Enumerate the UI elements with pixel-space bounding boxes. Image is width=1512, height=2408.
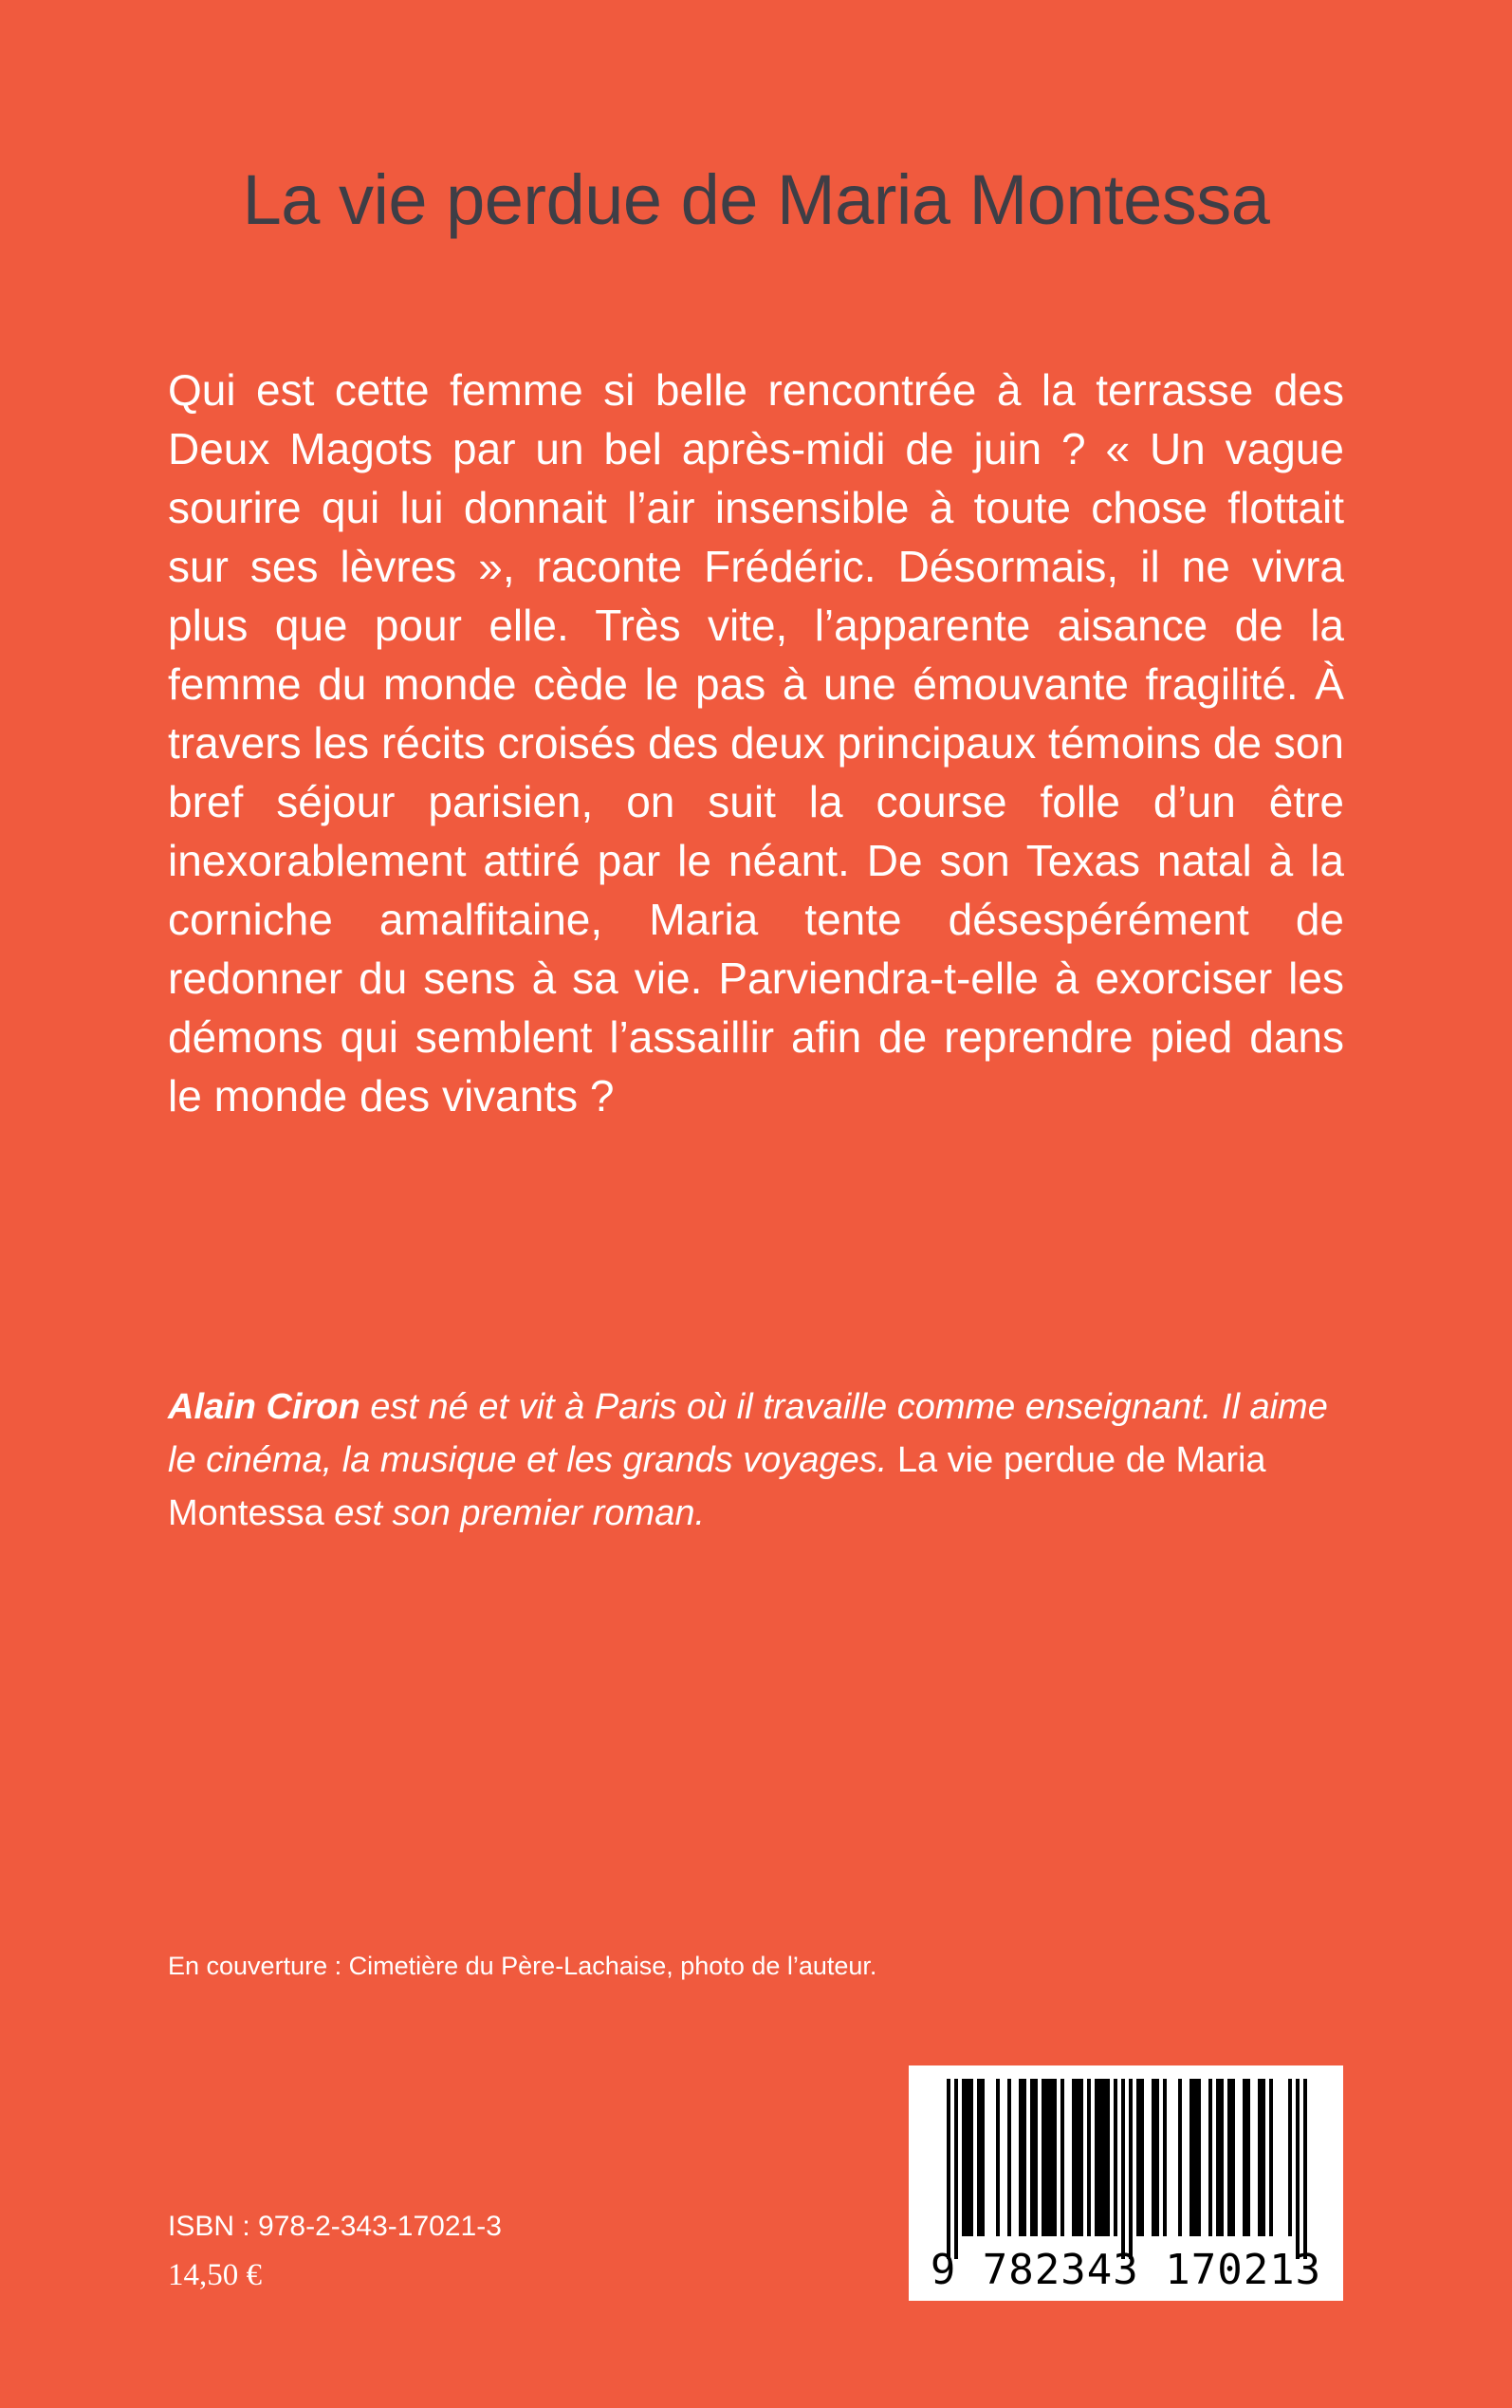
barcode-bar xyxy=(1106,2079,1110,2236)
barcode-bar xyxy=(1079,2079,1083,2236)
barcode-bar xyxy=(1034,2079,1038,2236)
barcode-bar xyxy=(966,2079,969,2236)
barcode-bar xyxy=(1243,2079,1246,2236)
author-bio xyxy=(168,1380,1344,1540)
barcode-bar xyxy=(1007,2079,1011,2236)
barcode-bar xyxy=(981,2079,985,2236)
barcode-bar xyxy=(954,2079,958,2259)
author-name: Alain Ciron xyxy=(168,1387,360,1427)
barcode-bar xyxy=(1030,2079,1034,2236)
book-price: 14,50 € xyxy=(168,2258,262,2292)
barcode-bar xyxy=(1114,2079,1117,2236)
barcode-bar xyxy=(1053,2079,1057,2236)
barcode-bar xyxy=(977,2079,981,2236)
barcode-bar xyxy=(1019,2079,1023,2236)
barcode-bar xyxy=(1197,2079,1201,2236)
barcode-bar xyxy=(1152,2079,1155,2236)
barcode-bar xyxy=(1076,2079,1079,2236)
barcode-bar xyxy=(1269,2079,1273,2236)
barcode-bar xyxy=(1060,2079,1064,2236)
barcode-bar xyxy=(1262,2079,1265,2236)
barcode-bar xyxy=(1049,2079,1053,2236)
barcode-digits: 9 782343 170213 xyxy=(930,2246,1322,2294)
barcode-bar xyxy=(1023,2079,1026,2236)
barcode-bar xyxy=(1231,2079,1235,2236)
barcode-bar xyxy=(1072,2079,1076,2236)
author-bio-text-1: est né et vit à Paris où il travaille comme enseignant. Il aime le cinéma, la musique et les grands voyages. xyxy=(168,1387,1328,1480)
barcode-bar xyxy=(1095,2079,1098,2236)
barcode-bar xyxy=(1227,2079,1231,2236)
barcode-bar xyxy=(1155,2079,1159,2236)
barcode-bar xyxy=(1121,2079,1125,2259)
barcode-bar xyxy=(1216,2079,1220,2236)
barcode-bar xyxy=(1178,2079,1182,2236)
barcode-bar xyxy=(969,2079,973,2236)
barcode xyxy=(909,2065,1343,2301)
isbn-number: ISBN : 978-2-343-17021-3 xyxy=(168,2211,502,2242)
barcode-bar xyxy=(1220,2079,1224,2236)
barcode-bar xyxy=(1288,2079,1292,2236)
barcode-bar xyxy=(1045,2079,1049,2236)
author-bio-book-title: La vie perdue de Maria Montessa xyxy=(168,1440,1266,1533)
barcode-bar xyxy=(1258,2079,1262,2236)
cover-photo-credit: En couverture : Cimetière du Père-Lachaise, photo de l’auteur. xyxy=(168,1952,877,1980)
barcode-bar xyxy=(1136,2079,1140,2236)
book-title: La vie perdue de Maria Montessa xyxy=(242,160,1270,239)
barcode-bar xyxy=(1140,2079,1144,2236)
barcode-bar xyxy=(1087,2079,1091,2236)
barcode-bar xyxy=(1189,2079,1193,2236)
barcode-bar xyxy=(1296,2079,1300,2259)
barcode-bar xyxy=(1129,2079,1133,2259)
barcode-bar xyxy=(996,2079,1000,2236)
book-blurb: Qui est cette femme si belle rencontrée à la terrasse des Deux Magots par un bel après-midi de juin ? « Un vague sourire qui lui donnait l’air insensible à toute chose flottait sur ses lèvres », raconte Frédéric. Désormais, il ne vivra plus que pour elle. Très vite, l’apparente aisance de la femme du monde cède le pas à une émouvante fragilité. À travers les récits croisés des deux principaux témoins de son bref séjour parisien, on suit la course folle d’un être inexorablement attiré par le néant. De son Texas natal à la corniche amalfitaine, Maria tente désespérément de redonner du sens à sa vie. Parviendra-t-elle à exorciser les démons qui semblent l’assaillir afin de reprendre pied dans le monde des vivants ? xyxy=(168,365,1345,1121)
barcode-bar xyxy=(1102,2079,1106,2236)
barcode-bar xyxy=(1163,2079,1167,2236)
barcode-bar xyxy=(947,2079,950,2259)
barcode-bar xyxy=(962,2079,966,2236)
barcode-bar xyxy=(1098,2079,1102,2236)
barcode-bar xyxy=(1042,2079,1045,2236)
barcode-bar xyxy=(1246,2079,1250,2236)
author-bio-text-2: est son premier roman. xyxy=(323,1493,706,1533)
barcode-bar xyxy=(1303,2079,1307,2259)
barcode-bar xyxy=(1193,2079,1197,2236)
barcode-bar xyxy=(1208,2079,1212,2236)
